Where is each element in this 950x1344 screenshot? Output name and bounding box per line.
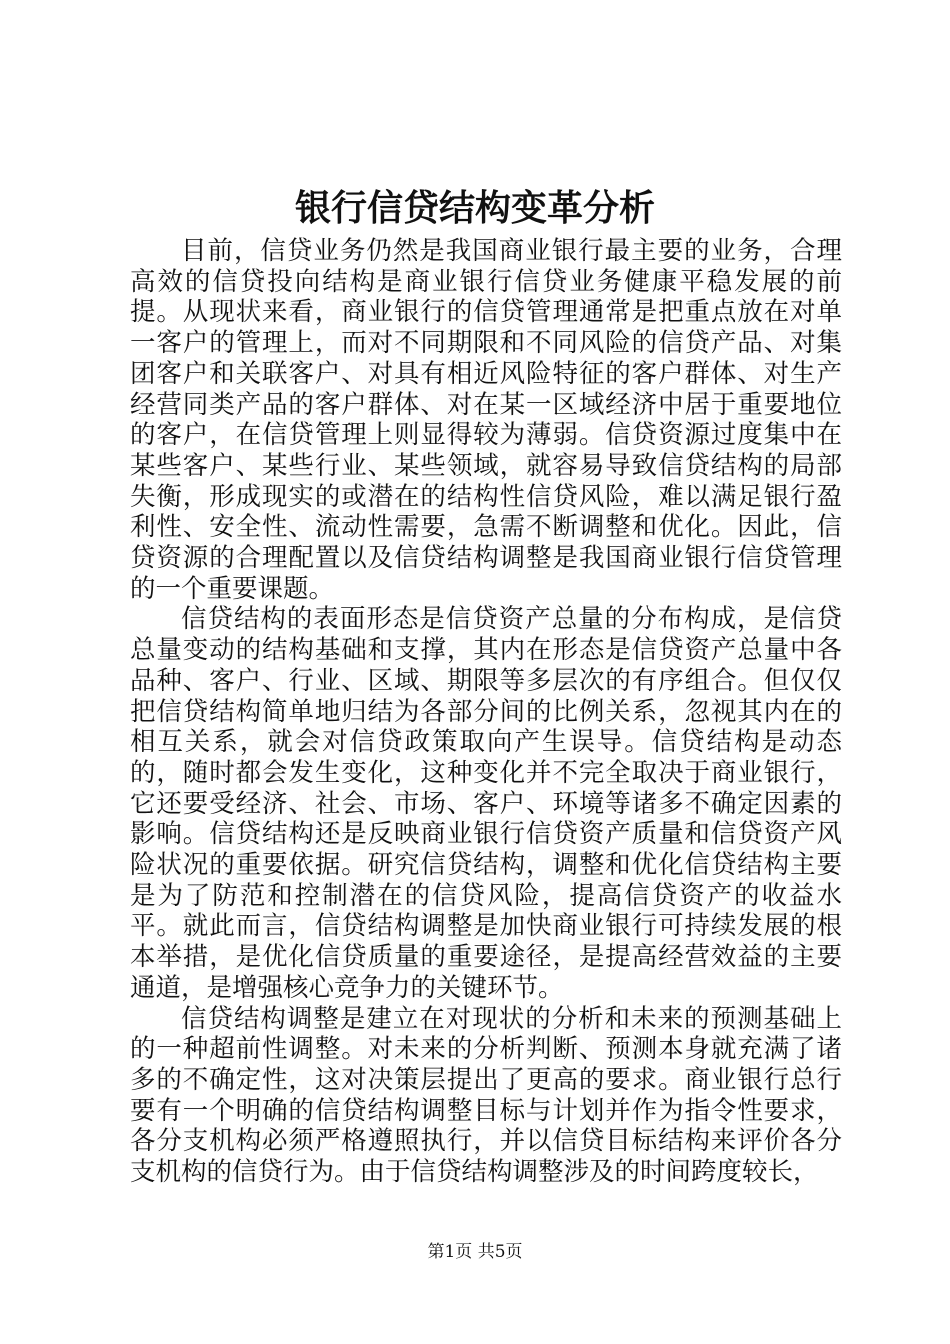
page-number-footer: 第1页 共5页 — [427, 1242, 523, 1262]
paragraph: 目前，信贷业务仍然是我国商业银行最主要的业务，合理高效的信贷投向结构是商业银行信贷业务健康平稳发展的前提。从现状来看，商业银行的信贷管理通常是把重点放在对单一客户的管理上，而对不同期限和不同风险的信贷产品、对集团客户和关联客户、对具有相近风险特征的客户群体、对生产经营同类产品的客户群体、对在某一区域经济中居于重要地位的客户，在信贷管理上则显得较为薄弱。信贷资源过度集中在某些客户、某些行业、某些领域，就容易导致信贷结构的局部失衡，形成现实的或潜在的结构性信贷风险，难以满足银行盈利性、安全性、流动性需要，急需不断调整和优化。因此，信贷资源的合理配置以及信贷结构调整是我国商业银行信贷管理的一个重要课题。 — [130, 236, 842, 604]
paragraph: 信贷结构调整是建立在对现状的分析和未来的预测基础上的一种超前性调整。对未来的分析判断、预测本身就充满了诸多的不确定性，这对决策层提出了更高的要求。商业银行总行要有一个明确的信贷结构调整目标与计划并作为指令性要求，各分支机构必须严格遵照执行，并以信贷目标结构来评价各分支机构的信贷行为。由于信贷结构调整涉及的时间跨度较长， — [130, 1003, 842, 1188]
paragraph: 信贷结构的表面形态是信贷资产总量的分布构成，是信贷总量变动的结构基础和支撑，其内在形态是信贷资产总量中各品种、客户、行业、区域、期限等多层次的有序组合。但仅仅把信贷结构简单地归结为各部分间的比例关系，忽视其内在的相互关系，就会对信贷政策取向产生误导。信贷结构是动态的，随时都会发生变化，这种变化并不完全取决于商业银行，它还要受经济、社会、市场、客户、环境等诸多不确定因素的影响。信贷结构还是反映商业银行信贷资产质量和信贷资产风险状况的重要依据。研究信贷结构，调整和优化信贷结构主要是为了防范和控制潜在的信贷风险，提高信贷资产的收益水平。就此而言，信贷结构调整是加快商业银行可持续发展的根本举措，是优化信贷质量的重要途径，是提高经营效益的主要通道，是增强核心竞争力的关键环节。 — [130, 604, 842, 1003]
document-body — [130, 236, 842, 1188]
document-title: 银行信贷结构变革分析 — [294, 187, 655, 229]
